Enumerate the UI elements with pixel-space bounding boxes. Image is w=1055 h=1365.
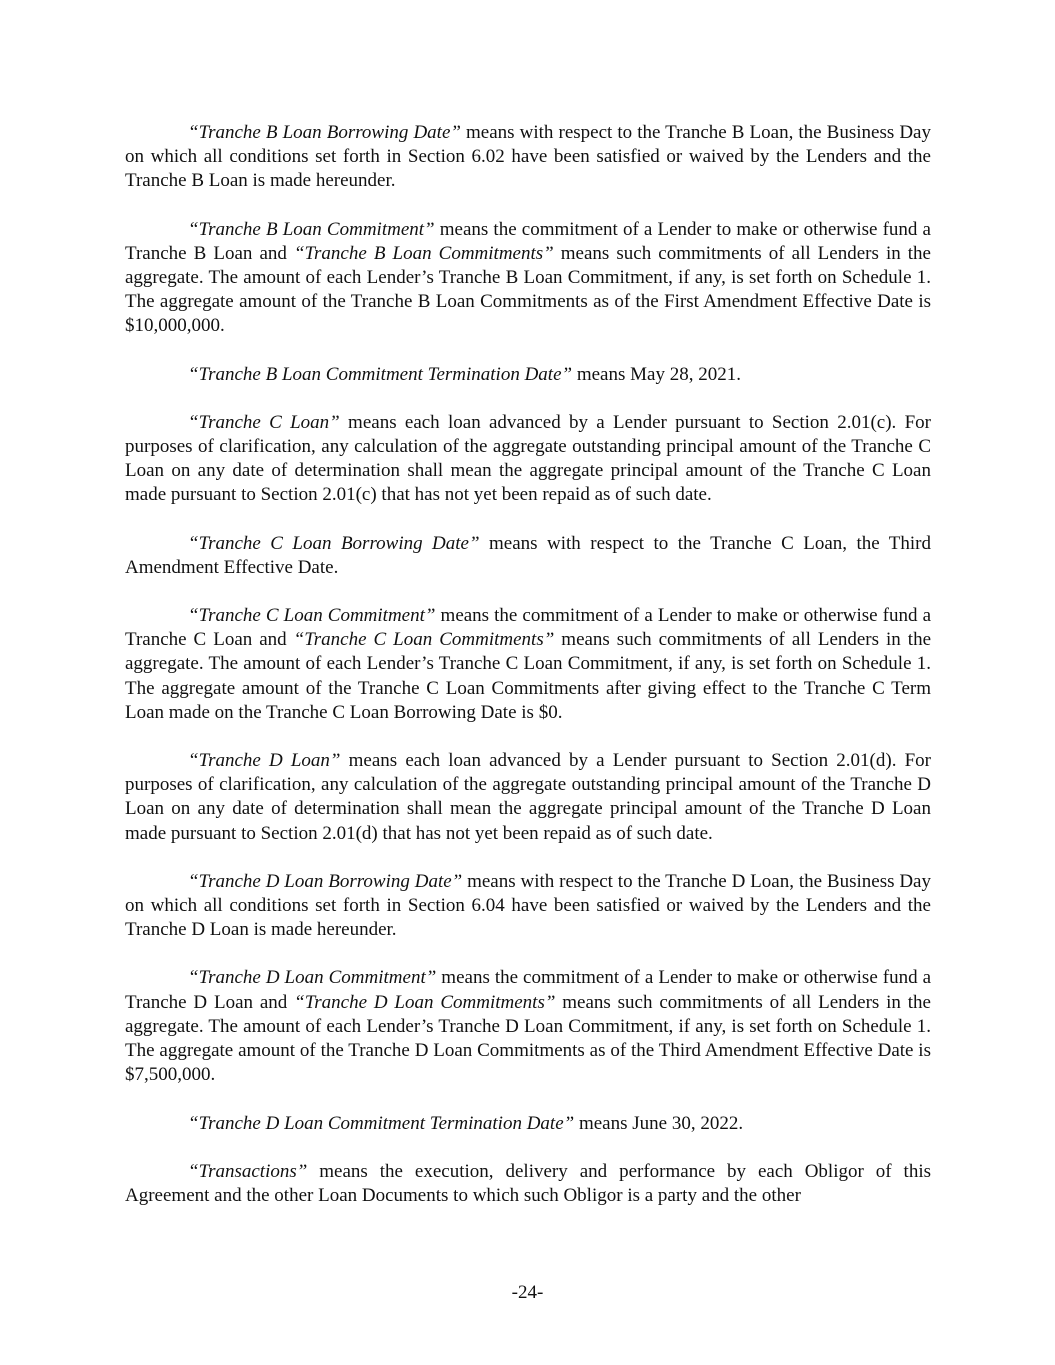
definition-text-secondary: means such commitments of all Lenders in the aggregate. The amount of each Lender’s Tranche D Loan Commitment, if any, is set forth on Schedule 1. The aggregate amount of the Tranche D Loan Commitments as of the Third Amendment Effective Date is $7,500,000.	[125, 991, 931, 1086]
defined-term: “Tranche B Loan Commitment Termination Date”	[188, 363, 573, 385]
definition-tranche-b-loan-commitment-termination-date	[125, 363, 931, 387]
defined-term: “Transactions”	[188, 1160, 308, 1182]
definition-text: means with respect to the Tranche B Loan, the Business Day on which all conditions set forth in Section 6.02 have been satisfied or waived by the Lenders and the Tranche B Loan is made hereunder.	[125, 122, 931, 192]
definition-text-secondary: means such commitments of all Lenders in the aggregate. The amount of each Lender’s Tranche B Loan Commitment, if any, is set forth on Schedule 1. The aggregate amount of the Tranche B Loan Commitments as of the First Amendment Effective Date is $10,000,000.	[125, 242, 931, 337]
definition-text: means with respect to the Tranche D Loan, the Business Day on which all conditions set forth in Section 6.04 have been satisfied or waived by the Lenders and the Tranche D Loan is made hereunder.	[125, 870, 931, 941]
defined-term: “Tranche C Loan”	[188, 411, 340, 433]
definition-text: means June 30, 2022.	[574, 1112, 744, 1134]
defined-term: “Tranche D Loan Commitment Termination Date”	[188, 1112, 575, 1134]
definition-tranche-b-loan-commitment	[125, 218, 931, 339]
definition-text: means the execution, delivery and performance by each Obligor of this Agreement and the other Loan Documents to which such Obligor is a party and the other	[125, 1160, 931, 1206]
defined-term: “Tranche D Loan Borrowing Date”	[188, 870, 463, 892]
definition-transactions	[125, 1160, 931, 1208]
defined-term: “Tranche D Loan”	[188, 750, 341, 772]
defined-term: “Tranche B Loan Borrowing Date”	[188, 122, 461, 143]
definition-tranche-c-loan-commitment	[125, 604, 931, 725]
definition-tranche-c-loan	[125, 411, 931, 508]
definition-text: means the commitment of a Lender to make or otherwise fund a Tranche D Loan and	[125, 967, 932, 1013]
defined-term-secondary: “Tranche B Loan Commitments”	[293, 242, 554, 264]
definition-tranche-d-loan-commitment-termination-date	[125, 1112, 931, 1136]
definition-text: means the commitment of a Lender to make or otherwise fund a Tranche C Loan and	[125, 605, 931, 651]
definition-tranche-b-loan-borrowing-date	[125, 121, 931, 194]
page-number: -24-	[511, 1282, 544, 1303]
definition-text: means each loan advanced by a Lender pursuant to Section 2.01(d). For purposes of clarification, any calculation of the aggregate outstanding principal amount of the Tranche D Loan on any date of determination shall mean the aggregate principal amount of the Tranche D Loan made pursuant to Section 2.01(d) that has not yet been repaid as of such date.	[125, 750, 931, 844]
definition-tranche-d-loan	[125, 749, 931, 846]
defined-term-secondary: “Tranche D Loan Commitments”	[294, 991, 556, 1013]
defined-term: “Tranche B Loan Commitment”	[188, 218, 435, 240]
document-body	[125, 121, 931, 1232]
definition-tranche-d-loan-borrowing-date	[125, 870, 931, 943]
definition-text: means May 28, 2021.	[572, 363, 741, 385]
defined-term-secondary: “Tranche C Loan Commitments”	[293, 629, 555, 651]
definition-text: means with respect to the Tranche C Loan, the Third Amendment Effective Date.	[125, 532, 931, 578]
defined-term: “Tranche C Loan Borrowing Date”	[188, 532, 480, 554]
defined-term: “Tranche C Loan Commitment”	[188, 605, 436, 627]
defined-term: “Tranche D Loan Commitment”	[188, 967, 437, 989]
definition-text-secondary: means such commitments of all Lenders in the aggregate. The amount of each Lender’s Tranche C Loan Commitment, if any, is set forth on Schedule 1. The aggregate amount of the Tranche C Loan Commitments after giving effect to the Tranche C Term Loan made on the Tranche C Loan Borrowing Date is $0.	[125, 629, 931, 723]
definition-text: means the commitment of a Lender to make or otherwise fund a Tranche B Loan and	[125, 218, 931, 264]
definition-tranche-d-loan-commitment	[125, 966, 931, 1087]
definition-tranche-c-loan-borrowing-date	[125, 532, 931, 580]
definition-text: means each loan advanced by a Lender pursuant to Section 2.01(c). For purposes of clarification, any calculation of the aggregate outstanding principal amount of the Tranche C Loan on any date of determination shall mean the aggregate principal amount of the Tranche C Loan made pursuant to Section 2.01(c) that has not yet been repaid as of such date.	[125, 411, 931, 506]
